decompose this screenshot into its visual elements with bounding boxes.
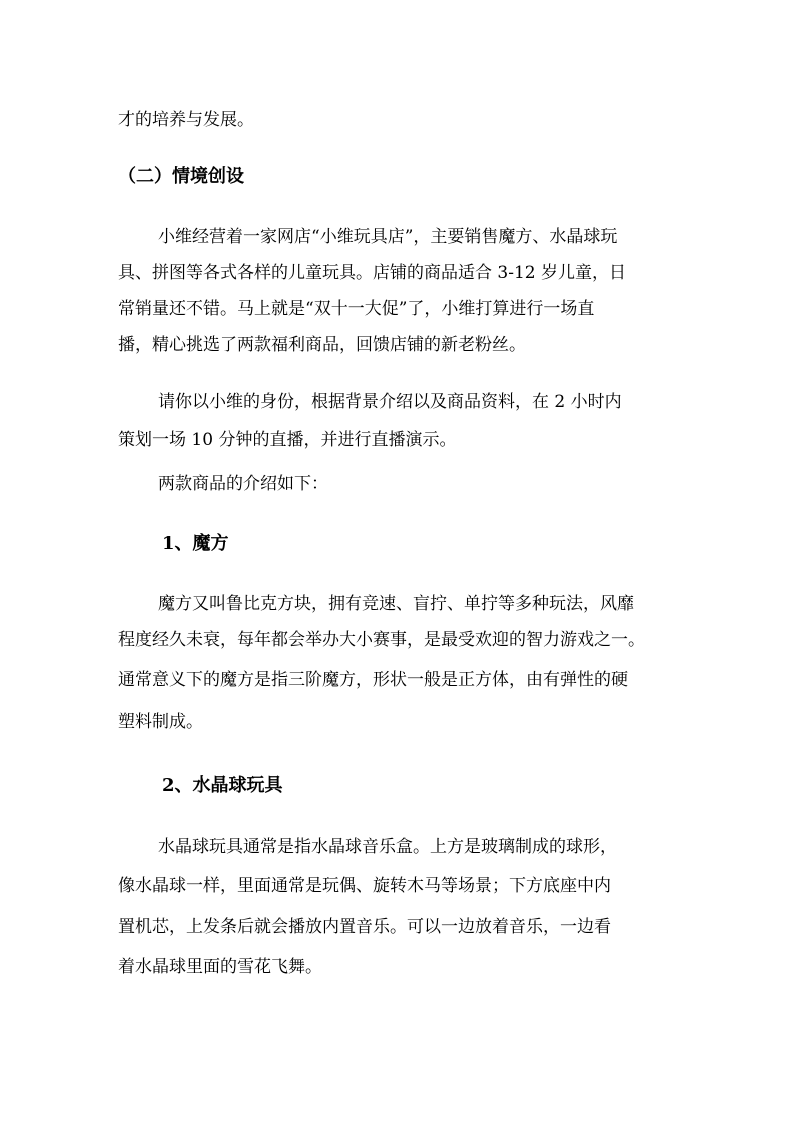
product2-line: 置机芯，上发条后就会播放内置音乐。可以一边放着音乐，一边看 — [118, 917, 611, 937]
product2-title: 2、水晶球玩具 — [162, 775, 283, 796]
product1-line: 通常意义下的魔方是指三阶魔方，形状一般是正方体，由有弹性的硬 — [118, 670, 628, 690]
section-title: （二）情境创设 — [118, 166, 244, 187]
scenario-line: 常销量还不错。马上就是“双十一大促”了，小维打算进行一场直 — [118, 299, 595, 319]
product1-line: 程度经久未衰，每年都会举办大小赛事，是最受欢迎的智力游戏之一。 — [118, 630, 645, 650]
scenario-line: 小维经营着一家网店“小维玩具店”，主要销售魔方、水晶球玩 — [158, 227, 618, 247]
product1-line: 塑料制成。 — [118, 712, 203, 732]
product1-title: 1、魔方 — [162, 533, 229, 554]
task-line: 策划一场 10 分钟的直播，并进行直播演示。 — [118, 430, 457, 450]
product2-line: 像水晶球一样，里面通常是玩偶、旋转木马等场景；下方底座中内 — [118, 876, 611, 896]
product1-line: 魔方又叫鲁比克方块，拥有竞速、盲拧、单拧等多种玩法，风靡 — [158, 594, 634, 614]
product2-line: 着水晶球里面的雪花飞舞。 — [118, 957, 322, 977]
products-intro-text: 两款商品的介绍如下： — [158, 474, 328, 494]
product2-line: 水晶球玩具通常是指水晶球音乐盒。上方是玻璃制成的球形， — [158, 837, 617, 857]
task-line: 请你以小维的身份，根据背景介绍以及商品资料，在 2 小时内 — [158, 392, 622, 412]
intro-tail-text: 才的培养与发展。 — [118, 110, 254, 130]
scenario-line: 具、拼图等各式各样的儿童玩具。店铺的商品适合 3-12 岁儿童，日 — [118, 263, 626, 283]
scenario-line: 播，精心挑选了两款福利商品，回馈店铺的新老粉丝。 — [118, 335, 526, 355]
